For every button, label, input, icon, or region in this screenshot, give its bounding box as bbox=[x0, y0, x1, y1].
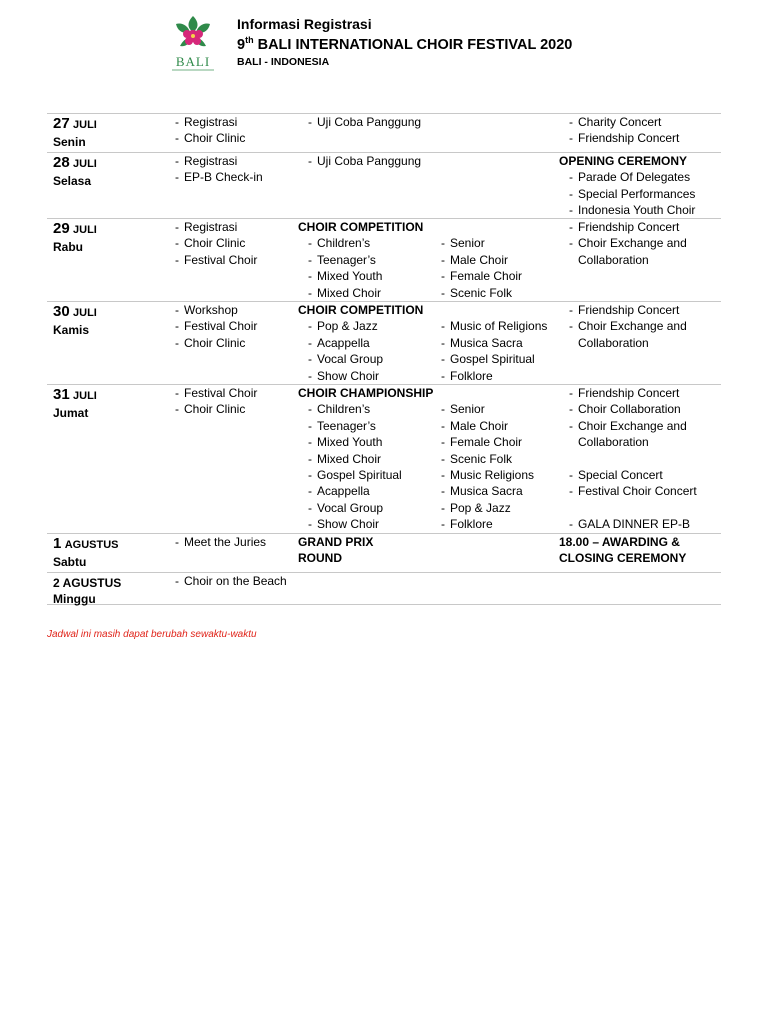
evening-cell: - Charity Concert - Friendship Concert bbox=[569, 115, 680, 146]
table-row bbox=[47, 113, 721, 152]
header-info: Informasi Registrasi bbox=[237, 16, 372, 32]
evening-cell: - Friendship Concert - Choir Collaboration - Choir Exchange and Collaboration - Special Concert - Festival Choir Concert - GALA DINNER EP-B bbox=[569, 386, 697, 532]
day-cell: 27 JULI Senin bbox=[53, 115, 97, 150]
logo-underline bbox=[172, 69, 214, 71]
page-title: 9th BALI INTERNATIONAL CHOIR FESTIVAL 2020 bbox=[237, 35, 573, 53]
afternoon-cell-secondary: - Senior - Male Choir - Female Choir - Scenic Folk - Music Religions - Musica Sacra - Pop & Jazz - Folklore bbox=[441, 402, 535, 532]
morning-cell: - Festival Choir - Choir Clinic bbox=[175, 386, 258, 417]
afternoon-cell: - Uji Coba Panggung bbox=[308, 115, 422, 129]
afternoon-cell: - Uji Coba Panggung bbox=[308, 154, 422, 168]
day-cell: 28 JULI Selasa bbox=[53, 154, 97, 189]
evening-cell: - Friendship Concert - Choir Exchange and Collaboration bbox=[569, 303, 687, 350]
morning-cell: - Choir on the Beach bbox=[175, 574, 287, 588]
bali-logo bbox=[170, 12, 216, 74]
table-row bbox=[47, 533, 721, 572]
day-cell: 1 AGUSTUS Sabtu bbox=[53, 535, 119, 570]
logo-text: BALI bbox=[175, 54, 211, 69]
day-cell: 29 JULI Rabu bbox=[53, 220, 97, 255]
day-cell: 2 AGUSTUS Minggu bbox=[53, 576, 122, 607]
evening-cell: 18.00 – AWARDING & CLOSING CEREMONY bbox=[559, 535, 687, 566]
morning-cell: - Registrasi - EP-B Check-in bbox=[175, 154, 263, 185]
afternoon-cell-secondary: - Music of Religions - Musica Sacra - Gospel Spiritual - Folklore bbox=[441, 319, 548, 383]
frangipani-flower-icon bbox=[170, 12, 216, 54]
morning-cell: - Meet the Juries bbox=[175, 535, 267, 549]
table-row bbox=[47, 301, 721, 384]
afternoon-cell: CHOIR CHAMPIONSHIP - Children’s - Teenager’s - Mixed Youth - Mixed Choir - Gospel Spiritual - Acappella - Vocal Group - Show Choir bbox=[298, 386, 434, 532]
schedule-table bbox=[47, 113, 721, 605]
table-row bbox=[47, 384, 721, 533]
schedule-note: Jadwal ini masih dapat berubah sewaktu-waktu bbox=[47, 629, 257, 640]
day-cell: 31 JULI Jumat bbox=[53, 386, 97, 421]
table-row bbox=[47, 152, 721, 218]
morning-cell: - Registrasi - Choir Clinic bbox=[175, 115, 246, 146]
document-header bbox=[170, 12, 730, 76]
afternoon-cell-secondary: - Senior - Male Choir - Female Choir - Scenic Folk bbox=[441, 236, 523, 300]
afternoon-cell: GRAND PRIX ROUND bbox=[298, 535, 374, 566]
day-cell: 30 JULI Kamis bbox=[53, 303, 97, 338]
morning-cell: - Registrasi - Choir Clinic - Festival Choir bbox=[175, 220, 258, 267]
morning-cell: - Workshop - Festival Choir - Choir Clinic bbox=[175, 303, 258, 350]
evening-cell: - Friendship Concert - Choir Exchange and Collaboration bbox=[569, 220, 687, 267]
afternoon-cell: CHOIR COMPETITION - Pop & Jazz - Acappella - Vocal Group - Show Choir bbox=[298, 303, 424, 383]
header-location: BALI - INDONESIA bbox=[237, 56, 330, 68]
afternoon-cell: CHOIR COMPETITION - Children’s - Teenager’s - Mixed Youth - Mixed Choir bbox=[298, 220, 424, 300]
table-row bbox=[47, 572, 721, 605]
evening-cell: OPENING CEREMONY - Parade Of Delegates - Special Performances - Indonesia Youth Choir bbox=[559, 154, 696, 218]
table-row bbox=[47, 218, 721, 301]
